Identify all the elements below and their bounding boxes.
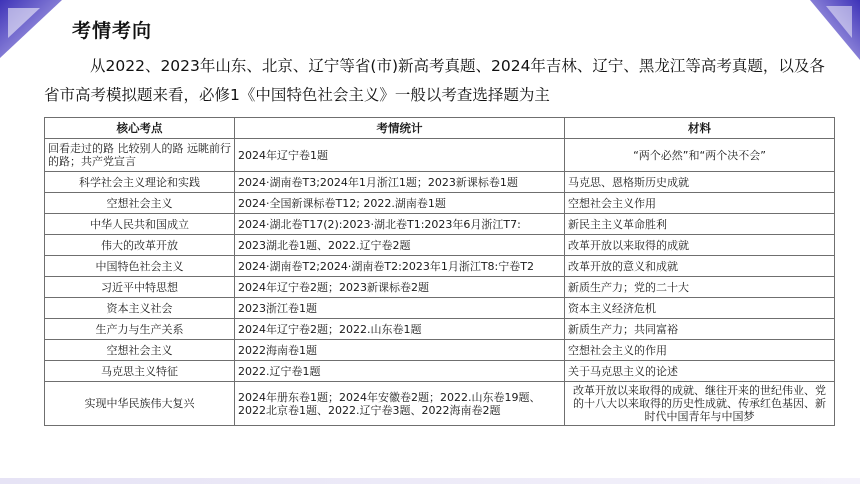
- table-row: [45, 382, 835, 426]
- material-cell: 新质生产力；共同富裕: [565, 319, 835, 340]
- exam-stats-cell: 2024·湖北卷T17(2):2023·湖北卷T1:2023年6月浙江T7:: [235, 214, 565, 235]
- material-cell: “两个必然”和“两个决不会”: [565, 139, 835, 172]
- core-topic-cell: 实现中华民族伟大复兴: [45, 382, 235, 426]
- exam-stats-cell: 2022海南卷1题: [235, 340, 565, 361]
- table-header-row: [45, 118, 835, 139]
- core-topic-cell: 空想社会主义: [45, 340, 235, 361]
- table-row: [45, 235, 835, 256]
- core-topic-cell: 空想社会主义: [45, 193, 235, 214]
- exam-stats-cell: 2023湖北卷1题、2022.辽宁卷2题: [235, 235, 565, 256]
- material-cell: 新质生产力；党的二十大: [565, 277, 835, 298]
- material-cell: 空想社会主义作用: [565, 193, 835, 214]
- material-cell: 资本主义经济危机: [565, 298, 835, 319]
- header-core-topic: 核心考点: [45, 118, 235, 139]
- material-cell: 改革开放以来取得的成就: [565, 235, 835, 256]
- core-topic-cell: 科学社会主义理论和实践: [45, 172, 235, 193]
- material-cell: 新民主主义革命胜利: [565, 214, 835, 235]
- material-cell: 改革开放以来取得的成就、继往开来的世纪伟业、党的十八大以来取得的历史性成就、传承红色基因、新时代中国青年与中国梦: [565, 382, 835, 426]
- exam-stats-cell: 2024年辽宁卷2题；2022.山东卷1题: [235, 319, 565, 340]
- core-topic-cell: 回看走过的路 比较别人的路 远眺前行的路；共产党宣言: [45, 139, 235, 172]
- table-row: [45, 256, 835, 277]
- exam-stats-cell: 2024·湖南卷T2;2024·湖南卷T2:2023年1月浙江T8:宁卷T2: [235, 256, 565, 277]
- table-row: [45, 277, 835, 298]
- intro-paragraph: 从2022、2023年山东、北京、辽宁等省(市)新高考真题、2024年吉林、辽宁、黑龙江等高考真题，以及各省市高考模拟题来看，必修1《中国特色社会主义》一般以考查选择题为主: [44, 57, 825, 104]
- table-row: [45, 214, 835, 235]
- exam-stats-cell: 2024·湖南卷T3;2024年1月浙江1题；2023新课标卷1题: [235, 172, 565, 193]
- table-row: [45, 139, 835, 172]
- core-topic-cell: 习近平中特思想: [45, 277, 235, 298]
- material-cell: 空想社会主义的作用: [565, 340, 835, 361]
- exam-stats-cell: 2023浙江卷1题: [235, 298, 565, 319]
- exam-stats-cell: 2024·全国新课标卷T12; 2022.湖南卷1题: [235, 193, 565, 214]
- bottom-decoration-bar: [0, 478, 860, 484]
- exam-stats-cell: 2022.辽宁卷1题: [235, 361, 565, 382]
- core-topic-cell: 中国特色社会主义: [45, 256, 235, 277]
- table-row: [45, 172, 835, 193]
- header-exam-stats: 考情统计: [235, 118, 565, 139]
- core-topic-cell: 中华人民共和国成立: [45, 214, 235, 235]
- header-material: 材料: [565, 118, 835, 139]
- exam-stats-cell: 2024年册东卷1题；2024年安徽卷2题；2022.山东卷19题、2022北京卷1题、2022.辽宁卷3题、2022海南卷2题: [235, 382, 565, 426]
- table-row: [45, 340, 835, 361]
- table-row: [45, 319, 835, 340]
- table-row: [45, 298, 835, 319]
- core-topic-cell: 马克思主义特征: [45, 361, 235, 382]
- table-row: [45, 361, 835, 382]
- exam-analysis-table: [44, 117, 835, 426]
- exam-stats-cell: 2024年辽宁卷1题: [235, 139, 565, 172]
- material-cell: 改革开放的意义和成就: [565, 256, 835, 277]
- material-cell: 关于马克思主义的论述: [565, 361, 835, 382]
- material-cell: 马克思、恩格斯历史成就: [565, 172, 835, 193]
- table-row: [45, 193, 835, 214]
- page-title: 考情考向: [72, 20, 153, 42]
- core-topic-cell: 伟大的改革开放: [45, 235, 235, 256]
- core-topic-cell: 生产力与生产关系: [45, 319, 235, 340]
- core-topic-cell: 资本主义社会: [45, 298, 235, 319]
- exam-stats-cell: 2024年辽宁卷2题；2023新课标卷2题: [235, 277, 565, 298]
